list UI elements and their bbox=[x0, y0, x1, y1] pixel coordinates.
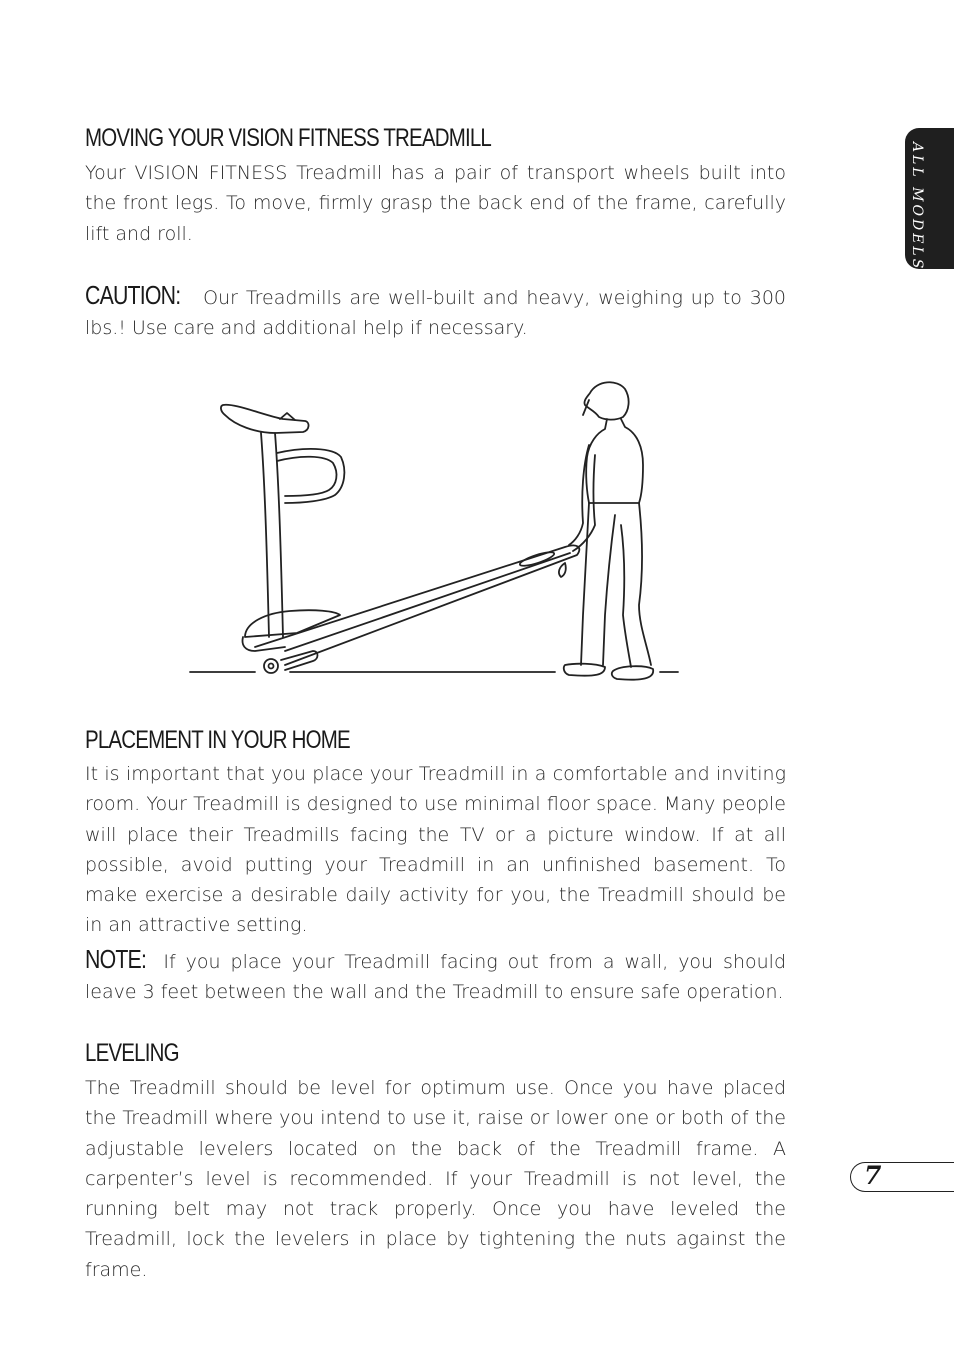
placement-heading: PLACEMENT IN YOUR HOME bbox=[85, 726, 350, 754]
caution-label: CAUTION: bbox=[85, 280, 181, 310]
side-tab-label: ALL MODELS bbox=[909, 142, 925, 272]
leveling-heading: LEVELING bbox=[85, 1039, 179, 1067]
caution-text: Our Treadmills are well-built and heavy, weighing up to 300 lbs.! Use care and additional help if necessary. bbox=[85, 287, 786, 340]
note-text: If you place your Treadmill facing out from a wall, you should leave 3 feet between the wall and the Treadmill to ensure safe operation. bbox=[85, 951, 786, 1004]
placement-body: It is important that you place your Treadmill in a comfortable and inviting room. Your Treadmill is designed to use minimal floor space. Many people will place their Treadmills facing the TV or a picture window. If at all possible, avoid putting your Treadmill in an unfinished basement. To make exercise a desirable daily activity for you, the Treadmill should be in an attractive setting. bbox=[85, 763, 786, 937]
moving-body: Your VISION FITNESS Treadmill has a pair of transport wheels built into the front legs. To move, firmly grasp the back end of the frame, carefully lift and roll. bbox=[85, 162, 786, 245]
treadmill-moving-illustration bbox=[185, 375, 685, 695]
note-label: NOTE: bbox=[85, 944, 147, 974]
page-number: 7 bbox=[864, 1161, 882, 1190]
note-paragraph bbox=[85, 944, 786, 1008]
caution-paragraph bbox=[85, 280, 786, 344]
leveling-body: The Treadmill should be level for optimum use. Once you have placed the Treadmill where you intend to use it, raise or lower one or both of the adjustable levelers located on the back of the Treadmill frame. A carpenter’s level is recommended. If your Treadmill is not level, the running belt may not track properly. Once you have leveled the Treadmill, lock the levelers in place by tightening the nuts against the frame. bbox=[85, 1077, 786, 1281]
section-side-tab bbox=[905, 128, 954, 272]
moving-heading: MOVING YOUR VISION FITNESS TREADMILL bbox=[85, 124, 492, 152]
